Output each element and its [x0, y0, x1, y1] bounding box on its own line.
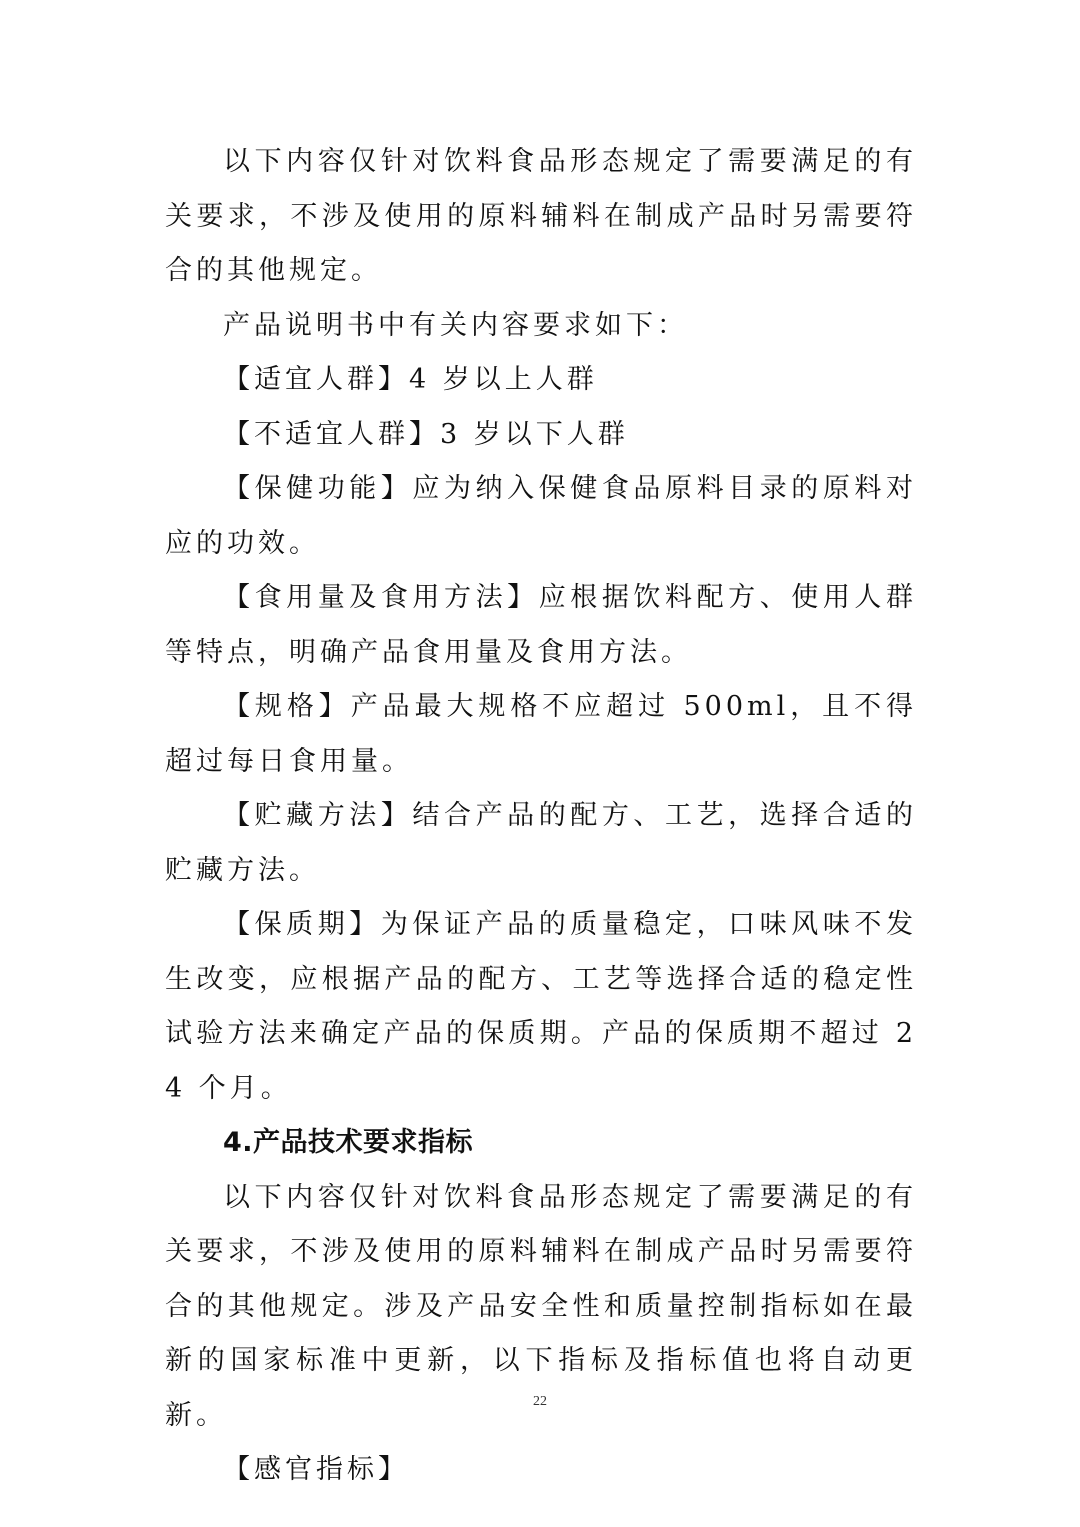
suitable-population-item: 【适宜人群】4 岁以上人群	[223, 364, 598, 395]
unsuitable-population-item: 【不适宜人群】3 岁以下人群	[223, 418, 629, 450]
page-number: 22	[533, 1394, 547, 1409]
health-function-item: 【保健功能】应为纳入保健食品原料目录的原料对应的功效。	[165, 473, 917, 559]
specification-item: 【规格】产品最大规格不应超过 500ml，且不得超过每日食用量。	[165, 691, 917, 777]
shelf-life-item: 【保质期】为保证产品的质量稳定，口味风味不发生改变，应根据产品的配方、工艺等选择合适的稳定性试验方法来确定产品的保质期。产品的保质期不超过 24 个月。	[165, 909, 917, 1104]
page-body	[165, 135, 917, 1498]
manual-intro-paragraph: 产品说明书中有关内容要求如下：	[223, 309, 688, 341]
section-heading: 4.产品技术要求指标	[223, 1127, 474, 1158]
sensory-indicator-item: 【感官指标】	[223, 1454, 409, 1485]
dosage-item: 【食用量及食用方法】应根据饮料配方、使用人群等特点，明确产品食用量及食用方法。	[165, 582, 917, 668]
storage-item: 【贮藏方法】结合产品的配方、工艺，选择合适的贮藏方法。	[165, 800, 917, 886]
tech-intro-paragraph: 以下内容仅针对饮料食品形态规定了需要满足的有关要求，不涉及使用的原料辅料在制成产品时另需要符合的其他规定。涉及产品安全性和质量控制指标如在最新的国家标准中更新，以下指标及指标值也将自动更新。	[165, 1181, 917, 1431]
intro-paragraph: 以下内容仅针对饮料食品形态规定了需要满足的有关要求，不涉及使用的原料辅料在制成产品时另需要符合的其他规定。	[165, 146, 917, 286]
